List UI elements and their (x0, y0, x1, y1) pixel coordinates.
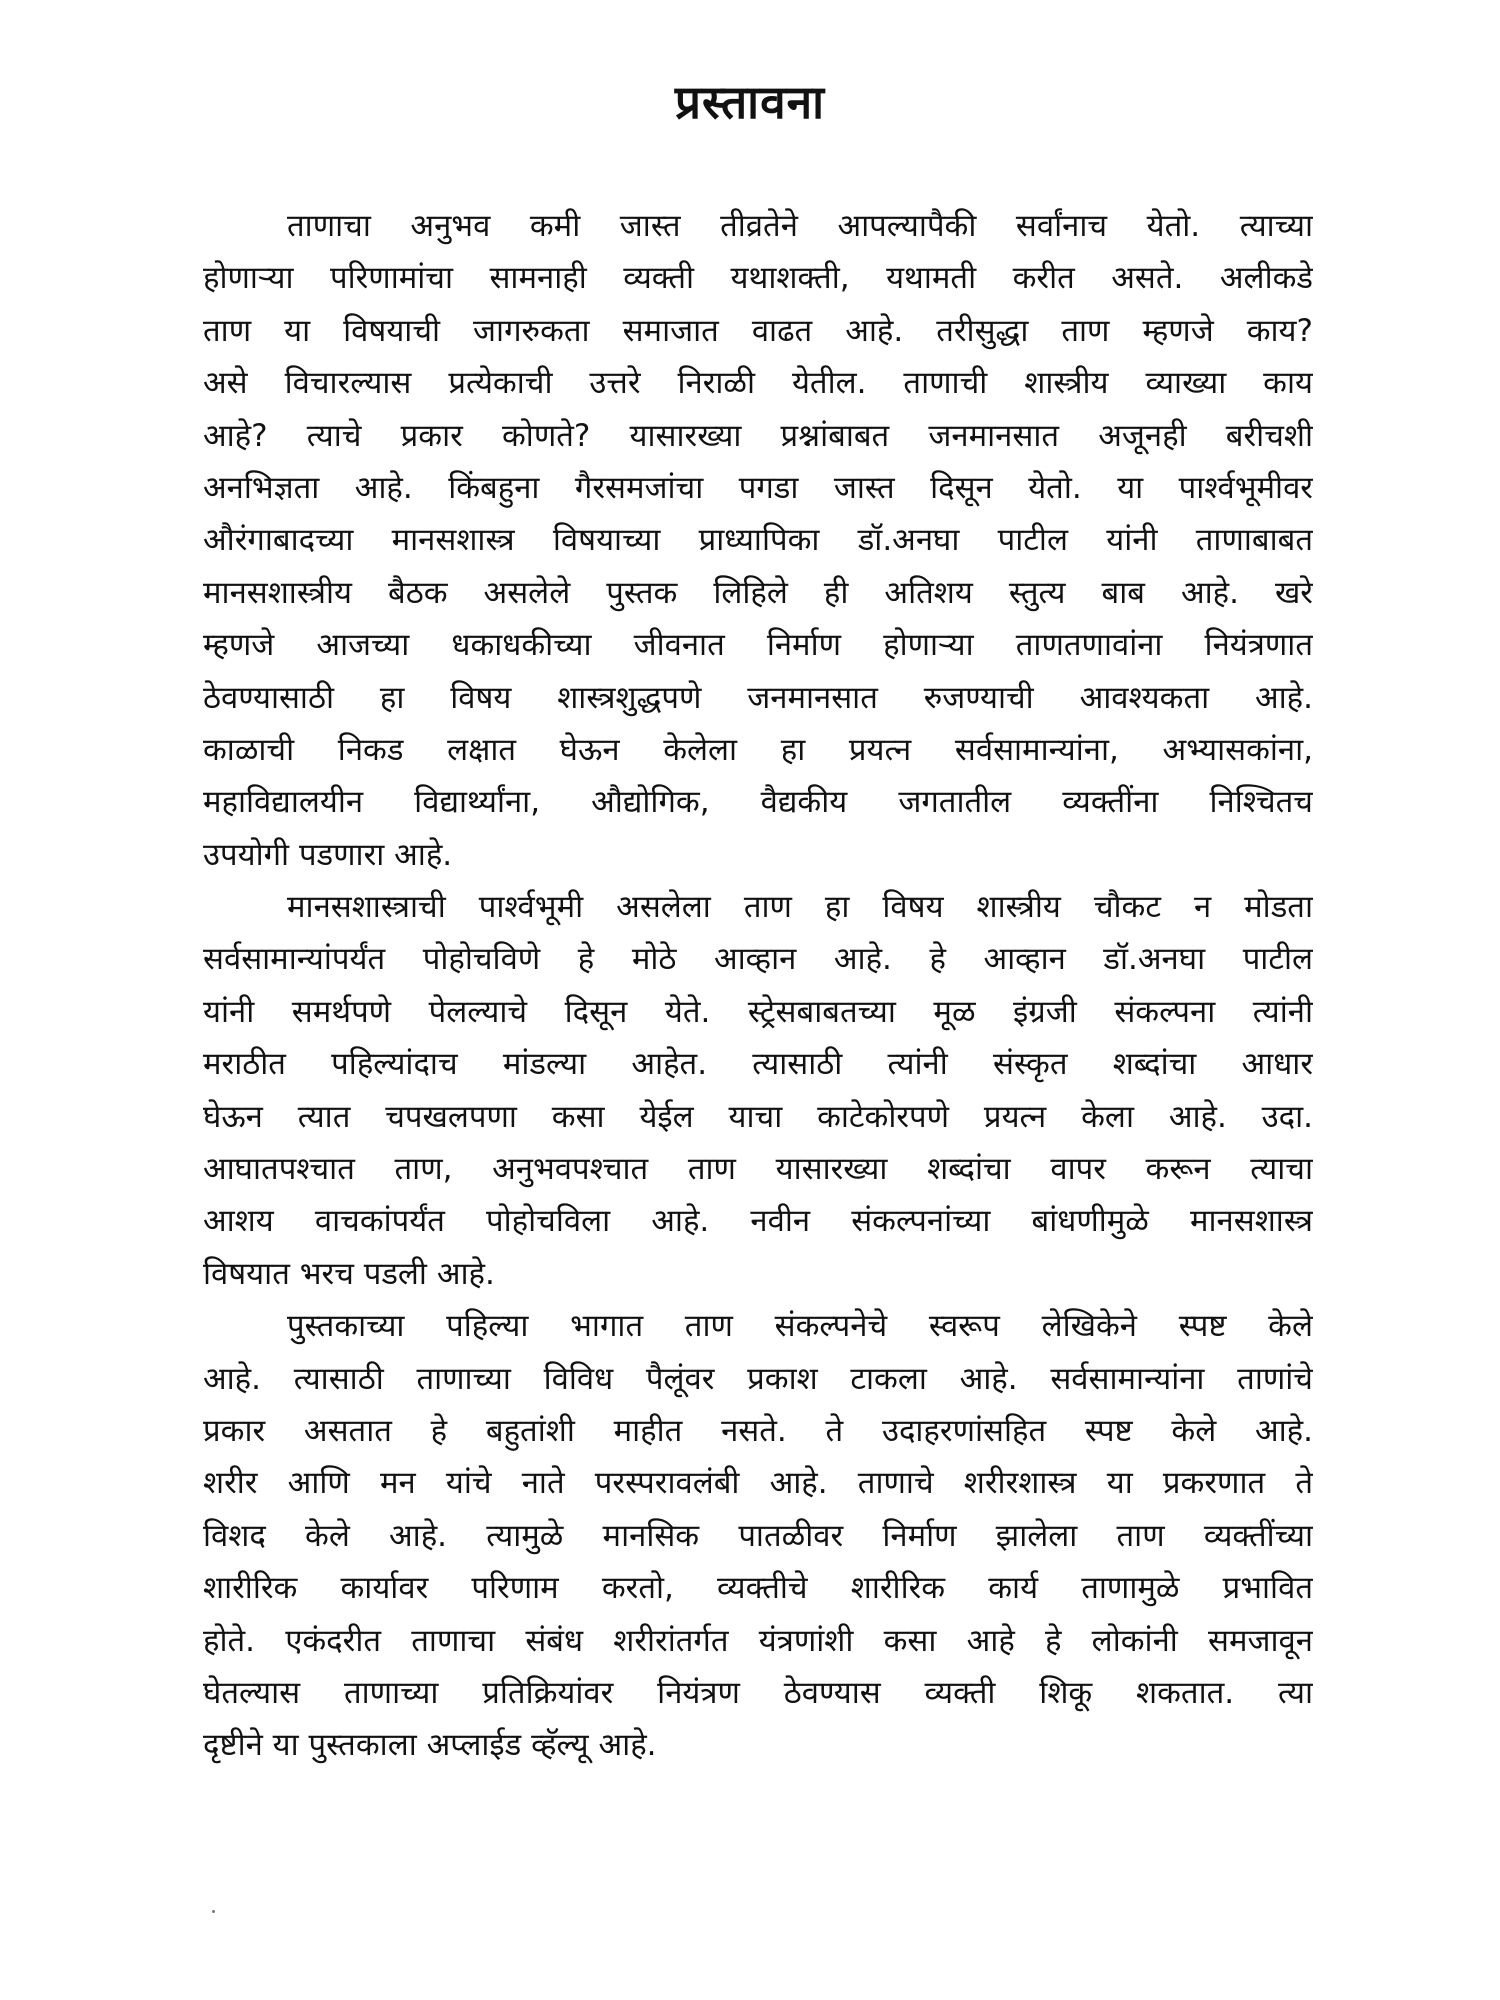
text-line: आहे? त्याचे प्रकार कोणते? यासारख्या प्रश्नांबाबत जनमानसात अजूनही बरीचशी (203, 417, 1313, 454)
text-line: असे विचारल्यास प्रत्येकाची उत्तरे निराळी येतील. ताणाची शास्त्रीय व्याख्या काय (203, 365, 1313, 402)
text-line: म्हणजे आजच्या धकाधकीच्या जीवनात निर्माण होणाऱ्या ताणतणावांना नियंत्रणात (203, 627, 1313, 664)
text-line: होते. एकंदरीत ताणाचा संबंध शरीरांतर्गत यंत्रणांशी कसा आहे हे लोकांनी समजावून (203, 1622, 1313, 1659)
text-line: विषयात भरच पडली आहे. (203, 1255, 495, 1292)
page-title: प्रस्तावना (674, 75, 826, 129)
text-line: ठेवण्यासाठी हा विषय शास्त्रशुद्धपणे जनमानसात रुजण्याची आवश्यकता आहे. (203, 679, 1313, 716)
text-line: विशद केले आहे. त्यामुळे मानसिक पातळीवर निर्माण झालेला ताण व्यक्तींच्या (203, 1517, 1313, 1554)
text-line: घेतल्यास ताणाच्या प्रतिक्रियांवर नियंत्रण ठेवण्यास व्यक्ती शिकू शकतात. त्या (203, 1674, 1313, 1711)
text-line: शरीर आणि मन यांचे नाते परस्परावलंबी आहे. ताणाचे शरीरशास्त्र या प्रकरणात ते (203, 1465, 1313, 1502)
text-line: अनभिज्ञता आहे. किंबहुना गैरसमजांचा पगडा जास्त दिसून येतो. या पार्श्वभूमीवर (203, 469, 1313, 506)
text-line: आघातपश्चात ताण, अनुभवपश्चात ताण यासारख्या शब्दांचा वापर करून त्याचा (203, 1151, 1313, 1188)
text-line: मराठीत पहिल्यांदाच मांडल्या आहेत. त्यासाठी त्यांनी संस्कृत शब्दांचा आधार (203, 1046, 1313, 1083)
text-line: मानसशास्त्राची पार्श्वभूमी असलेला ताण हा विषय शास्त्रीय चौकट न मोडता (287, 889, 1313, 926)
scan-speck (212, 1910, 215, 1913)
text-line: काळाची निकड लक्षात घेऊन केलेला हा प्रयत्न सर्वसामान्यांना, अभ्यासकांना, (203, 731, 1313, 768)
text-line: आहे. त्यासाठी ताणाच्या विविध पैलूंवर प्रकाश टाकला आहे. सर्वसामान्यांना ताणांचे (203, 1360, 1313, 1397)
text-line: प्रकार असतात हे बहुतांशी माहीत नसते. ते उदाहरणांसहित स्पष्ट केले आहे. (203, 1412, 1313, 1449)
text-line: दृष्टीने या पुस्तकाला अप्लाईड व्हॅल्यू आहे. (203, 1727, 657, 1764)
text-line: आशय वाचकांपर्यंत पोहोचविला आहे. नवीन संकल्पनांच्या बांधणीमुळे मानसशास्त्र (203, 1203, 1313, 1240)
text-line: होणाऱ्या परिणामांचा सामनाही व्यक्ती यथाशक्ती, यथामती करीत असते. अलीकडे (203, 260, 1313, 297)
text-line: औरंगाबादच्या मानसशास्त्र विषयाच्या प्राध्यापिका डॉ.अनघा पाटील यांनी ताणाबाबत (203, 522, 1313, 559)
text-line: महाविद्यालयीन विद्यार्थ्यांना, औद्योगिक, वैद्यकीय जगतातील व्यक्तींना निश्चितच (203, 784, 1313, 821)
text-line: शारीरिक कार्यावर परिणाम करतो, व्यक्तीचे शारीरिक कार्य ताणामुळे प्रभावित (203, 1570, 1313, 1607)
text-line: मानसशास्त्रीय बैठक असलेले पुस्तक लिहिले ही अतिशय स्तुत्य बाब आहे. खरे (203, 574, 1313, 611)
text-line: पुस्तकाच्या पहिल्या भागात ताण संकल्पनेचे स्वरूप लेखिकेने स्पष्ट केले (287, 1308, 1313, 1345)
text-line: उपयोगी पडणारा आहे. (203, 836, 453, 873)
text-line: ताण या विषयाची जागरुकता समाजात वाढत आहे. तरीसुद्धा ताण म्हणजे काय? (203, 312, 1313, 349)
text-line: घेऊन त्यात चपखलपणा कसा येईल याचा काटेकोरपणे प्रयत्न केला आहे. उदा. (203, 1098, 1313, 1135)
text-line: ताणाचा अनुभव कमी जास्त तीव्रतेने आपल्यापैकी सर्वांनाच येतो. त्याच्या (287, 208, 1313, 244)
text-line: यांनी समर्थपणे पेलल्याचे दिसून येते. स्ट्रेसबाबतच्या मूळ इंग्रजी संकल्पना त्यांनी (203, 993, 1313, 1030)
body-text (203, 200, 1313, 1880)
text-line: सर्वसामान्यांपर्यंत पोहोचविणे हे मोठे आव्हान आहे. हे आव्हान डॉ.अनघा पाटील (203, 941, 1313, 978)
